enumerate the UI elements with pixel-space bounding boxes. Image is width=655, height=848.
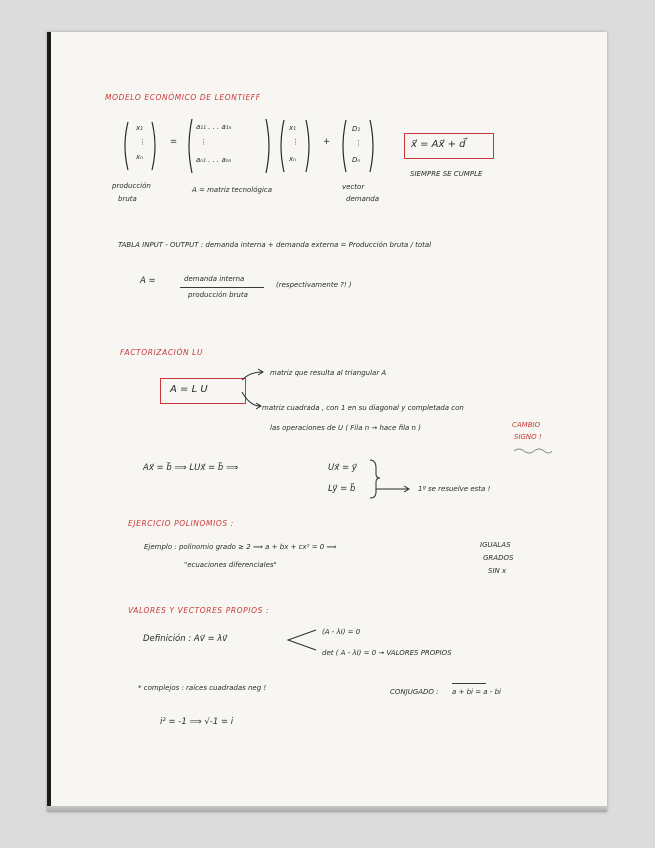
leontief-boxed-equation: x⃗ = Ax⃗ + d⃗	[411, 139, 466, 150]
io-denominator: producción bruta	[188, 291, 248, 299]
lu-boxed-equation: A = L U	[170, 384, 208, 395]
page-left-shadow	[47, 32, 51, 812]
caption-production-1: producción	[112, 182, 151, 190]
lu-squiggle	[512, 446, 552, 456]
vector-x-dots: ⋮	[139, 138, 146, 146]
equals-sign: =	[170, 137, 178, 147]
lu-cambio-1: CAMBIO	[512, 421, 541, 429]
lu-arrow-label-1: matriz que resulta al triangular A	[270, 369, 387, 377]
eigen-branch-1: (A - λI) = 0	[322, 628, 361, 636]
caption-vector-1: vector	[342, 183, 365, 191]
lu-eq-ux-y: Ux⃗ = y⃗	[328, 463, 357, 473]
eigen-title: VALORES Y VECTORES PROPIOS :	[128, 606, 270, 615]
vector-x-top: x₁	[136, 124, 143, 132]
vector-x2-dots: ⋮	[292, 138, 299, 146]
eigen-conj-label: CONJUGADO :	[390, 688, 439, 696]
eigen-definition: Definición : Av⃗ = λv⃗	[143, 634, 228, 644]
vector-x2-bottom: xₙ	[289, 155, 296, 163]
eigen-branch-2: det ( A - λI) = 0 → VALORES PROPIOS	[322, 649, 452, 657]
lu-equation-chain: Ax⃗ = b⃗ ⟹ LUx⃗ = b⃗ ⟹	[143, 463, 239, 473]
eigen-branch-arrows	[284, 626, 320, 656]
vector-d-top: D₁	[352, 125, 361, 133]
vector-x-bottom: xₙ	[136, 153, 143, 161]
matrix-row-1: a₁₁ . . . a₁ₙ	[196, 123, 232, 131]
vector-d-bottom: Dₙ	[352, 156, 361, 164]
lu-title: FACTORIZACIÓN LU	[120, 348, 204, 357]
lu-arrow-label-2b: las operaciones de U ( Fila n → hace fila n )	[270, 424, 421, 432]
poly-side-2: GRADOS	[483, 554, 514, 562]
eigen-i-equation: i² = -1 ⟹ √-1 = i	[160, 717, 234, 727]
eigen-complex-note: * complejos : raíces cuadradas neg !	[138, 684, 267, 692]
io-fraction-bar	[180, 287, 264, 288]
poly-side-1: IGUALAS	[480, 541, 511, 549]
poly-example: Ejemplo : polinomio grado ≥ 2 ⟹ a + bx + cx² = 0 ⟹	[144, 543, 337, 551]
caption-vector-2: demanda	[346, 195, 380, 203]
io-table-line: TABLA INPUT - OUTPUT : demanda interna + demanda externa = Producción bruta / total	[118, 241, 432, 249]
io-note: (respectivamente ?! )	[276, 281, 352, 289]
io-a-label: A =	[140, 276, 156, 286]
lu-cambio-2: SIGNO !	[514, 433, 542, 441]
lu-arrow-label-2a: matriz cuadrada , con 1 en su diagonal y completada con	[262, 404, 464, 412]
eigen-conj-overline	[452, 683, 486, 684]
vector-x2-brackets	[278, 118, 314, 174]
matrix-row-dots: ⋮	[200, 138, 207, 146]
caption-matrix-a: A = matriz tecnológica	[192, 186, 273, 194]
poly-title: EJERCICIO POLINOMIOS :	[128, 519, 234, 528]
plus-sign: +	[323, 137, 331, 147]
eigen-conj-expr: a + bi = a - bi	[452, 688, 501, 696]
io-numerator: demanda interna	[184, 275, 245, 283]
caption-always-holds: SIEMPRE SE CUMPLE	[410, 170, 483, 178]
lu-solve-first-note: 1º se resuelve esta !	[418, 485, 491, 493]
poly-side-3: SIN x	[488, 567, 507, 575]
poly-quote: "ecuaciones diferenciales"	[184, 561, 277, 569]
vector-x2-top: x₁	[289, 124, 296, 132]
lu-eq-ly-b: Ly⃗ = b⃗	[328, 484, 356, 494]
vector-d-dots: ⋮	[355, 139, 362, 147]
page-bottom-shadow	[47, 806, 607, 812]
caption-production-2: bruta	[118, 195, 137, 203]
matrix-row-n: aₙ₁ . . . aₙₙ	[196, 156, 232, 164]
lu-brace	[368, 458, 412, 500]
leontief-title: MODELO ECONÓMICO DE LEONTIEFF	[105, 93, 261, 102]
